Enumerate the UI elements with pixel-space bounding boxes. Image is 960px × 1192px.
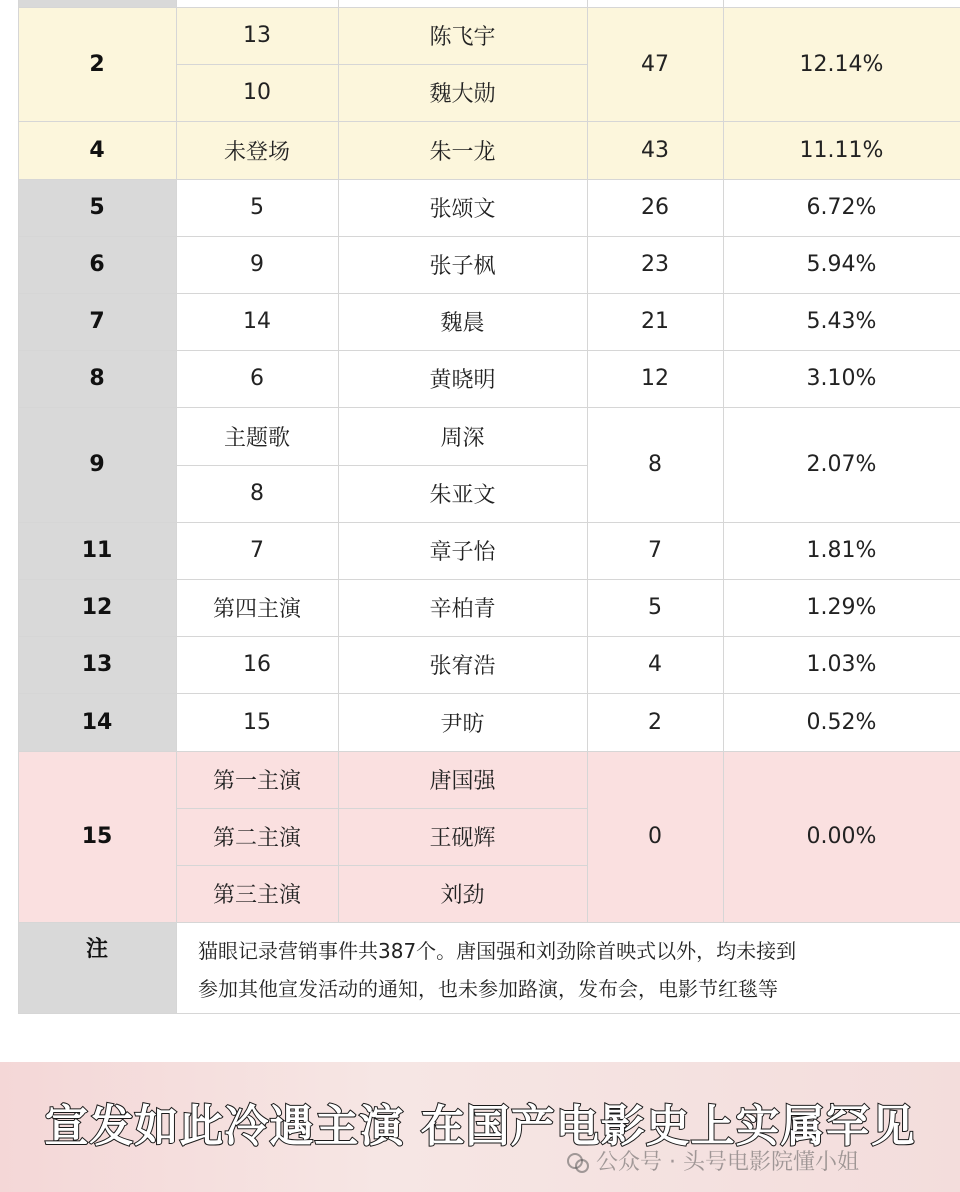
sequence-cell: 第三主演 [212,883,301,908]
sequence-cell: 第一主演 [212,769,301,794]
sequence-cell: 8 [250,481,264,506]
sequence-cell: 未登场 [223,139,290,165]
rank-cell: 2 [89,51,105,77]
name-cell: 尹昉 [440,711,485,737]
percent-cell: 1.03% [806,652,877,677]
sequence-cell: 16 [243,652,271,677]
sequence-cell: 7 [250,538,264,563]
rank-cell: 8 [89,366,105,391]
name-cell: 张宥浩 [429,654,496,679]
video-caption: 宣发如此冷遇主演 在国产电影史上实属罕见 [44,1101,916,1152]
percent-cell: 6.72% [806,195,877,220]
count-cell: 12 [641,366,669,391]
sequence-cell: 第四主演 [212,597,301,622]
sequence-cell: 10 [243,80,271,105]
name-cell: 唐国强 [429,769,496,794]
sequence-cell: 5 [250,195,264,220]
count-cell: 23 [641,252,669,277]
rank-cell: 5 [89,195,105,220]
name-cell: 陈飞宇 [429,25,496,50]
percent-cell: 5.94% [806,252,877,277]
percent-cell: 12.14% [799,51,884,77]
sequence-cell: 主题歌 [223,425,290,451]
count-cell: 43 [641,137,669,163]
rank-cell: 12 [81,595,113,620]
name-cell: 刘劲 [440,883,485,908]
rank-column-bg [18,0,176,7]
count-cell: 5 [648,595,662,620]
note-label: 注 [85,937,108,962]
count-cell: 8 [648,452,662,477]
sequence-cell: 6 [250,366,264,391]
rank-cell: 9 [89,452,105,477]
grid-line [18,1013,960,1014]
name-cell: 朱一龙 [429,139,496,165]
watermark-text: 公众号 · 头号电影院懂小姐 [596,1150,859,1175]
name-cell: 魏大勋 [429,82,496,107]
count-cell: 4 [648,652,662,677]
percent-cell: 1.81% [806,538,877,563]
count-cell: 21 [641,309,669,334]
percent-cell: 11.11% [799,137,884,163]
percent-cell: 1.29% [806,595,877,620]
note-line: 参加其他宣发活动的通知，也未参加路演，发布会，电影节红毯等 [198,977,778,1001]
rank-cell: 13 [81,652,113,677]
percent-cell: 0.00% [806,824,877,849]
count-cell: 0 [648,824,662,849]
count-cell: 7 [648,538,662,563]
ranking-table [18,0,960,1013]
sequence-cell: 第二主演 [212,826,301,851]
watermark [566,1145,859,1176]
name-cell: 张子枫 [429,254,496,279]
name-cell: 辛柏青 [429,597,496,622]
name-cell: 章子怡 [429,540,496,565]
name-cell: 魏晨 [440,311,485,336]
name-cell: 王砚辉 [429,826,496,851]
sequence-cell: 15 [243,709,271,735]
rank-cell: 4 [89,137,105,163]
name-cell: 朱亚文 [429,483,496,508]
percent-cell: 2.07% [806,452,877,477]
sequence-cell: 14 [243,309,271,334]
percent-cell: 3.10% [806,366,877,391]
name-cell: 周深 [440,425,485,451]
sequence-cell: 13 [243,23,271,48]
rank-cell: 15 [81,824,113,849]
count-cell: 2 [648,709,662,735]
rank-cell: 6 [89,252,105,277]
sequence-cell: 9 [250,252,264,277]
name-cell: 张颂文 [429,197,496,222]
percent-cell: 0.52% [806,709,877,735]
note-text [176,932,960,1008]
percent-cell: 5.43% [806,309,877,334]
rank-cell: 7 [89,309,105,334]
rank-cell: 11 [81,538,113,563]
wechat-icon [566,1151,590,1175]
name-cell: 黄晓明 [429,368,496,393]
note-line: 猫眼记录营销事件共387个。唐国强和刘劲除首映式以外，均未接到 [198,939,797,963]
rank-cell: 14 [81,709,113,735]
count-cell: 47 [641,51,669,77]
count-cell: 26 [641,195,669,220]
